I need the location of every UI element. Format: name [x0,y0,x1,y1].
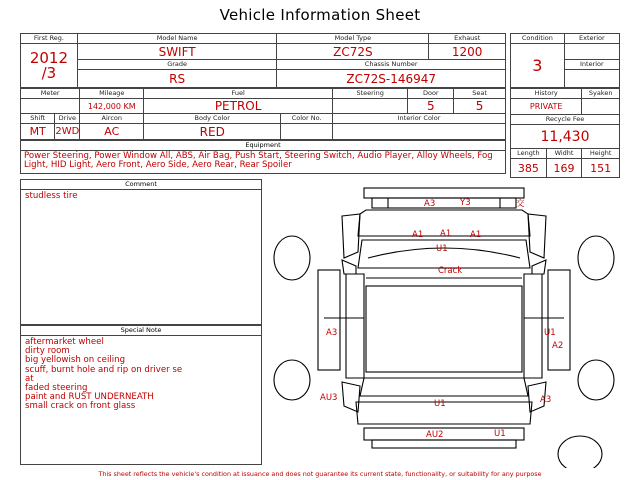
grade-value: RS [77,70,277,88]
mark-windshield-crack: Crack [438,266,463,276]
model-type-label: Model Type [277,34,429,44]
drive-label: Drive [55,114,80,124]
width-value: 169 [546,159,582,178]
aircon-value: AC [80,124,144,140]
comment-label: Comment [21,180,261,190]
meter-label: Meter [21,89,80,99]
height-value: 151 [582,159,620,178]
color-no-label: Color No. [281,114,333,124]
mark-rear-au2: AU2 [426,430,444,440]
shift-value: MT [21,124,55,140]
first-reg-label: First Reg. [21,34,78,44]
wheel-rear-right [578,360,614,400]
height-label: Height [582,149,620,159]
syaken-value [582,99,620,115]
equipment-label: Equipment [21,141,505,151]
page-title: Vehicle Information Sheet [219,6,421,24]
wheel-rear-left [274,360,310,400]
recycle-value: 11,430 [511,125,620,149]
comment-text: studless tire [25,191,78,201]
body-color-label: Body Color [144,114,281,124]
mark-top-y3: Y3 [460,198,471,208]
special-note-text: aftermarket wheel dirty room big yellowish on ceiling scuff, burnt hole and rip on driver se at faded steering paint and RUST UNDERNEATH small crack on front glass [25,337,183,412]
model-name-value: SWIFT [77,44,277,60]
wheel-front-right [578,236,614,280]
mark-hood-a1-right: A1 [470,230,482,240]
model-type-value: ZC72S [277,44,429,60]
mark-left-a3: A3 [326,328,338,338]
length-value: 385 [511,159,547,178]
equipment-value: Power Steering, Power Window All, ABS, Air Bag, Push Start, Steering Switch, Audio Player, Alloy Wheels, Fog Light, HID Light, Aero Front, Aero Side, Aero Rear, Rear Spoiler [24,151,493,171]
mark-top-a3: A3 [424,199,436,209]
mark-right-u1: U1 [544,328,556,338]
front-bumper-outline [364,188,524,198]
interior-value [564,70,619,88]
first-reg-value: 2012 /3 [21,44,78,88]
spare-wheel [558,436,602,468]
mileage-label: Mileage [80,89,144,99]
model-name-label: Model Name [77,34,277,44]
mark-rear-u1: U1 [494,429,506,439]
body-color-value: RED [144,124,281,140]
mark-hood-a1-left: A1 [412,230,424,240]
mark-right-a3: A3 [540,395,552,405]
meter-value [21,99,80,114]
drive-value: 2WD [55,124,80,140]
roof-outline [366,286,522,372]
fuel-value: PETROL [144,99,333,114]
mark-bottom-u1: U1 [434,399,446,409]
chassis-label: Chassis Number [277,60,506,70]
interior-color-value [333,124,506,140]
exhaust-label: Exhaust [429,34,506,44]
specs-table [20,88,506,140]
wheel-front-left [274,236,310,280]
exhaust-value: 1200 [429,44,506,60]
special-note-label: Special Note [21,326,261,336]
condition-value: 3 [511,44,565,88]
condition-table [510,33,620,88]
aircon-label: Aircon [80,114,144,124]
shift-label: Shift [21,114,55,124]
mark-right-a2: A2 [552,341,564,351]
length-label: Length [511,149,547,159]
mark-left-au3: AU3 [320,393,338,403]
exterior-label: Exterior [564,34,619,44]
interior-label: Interior [564,60,619,70]
mark-top-kanji: 交 [516,199,525,209]
color-no-value [281,124,333,140]
fuel-label: Fuel [144,89,333,99]
syaken-label: Syaken [582,89,620,99]
steering-value [333,99,408,114]
door-label: Door [408,89,454,99]
recycle-label: Recycle Fee [511,115,620,125]
special-note-box [20,325,262,465]
condition-label: Condition [511,34,565,44]
vehicle-damage-diagram [268,178,620,468]
comment-box [20,179,262,325]
mark-hood-a1-mid: A1 [440,229,452,239]
chassis-value: ZC72S-146947 [277,70,506,88]
interior-color-label: Interior Color [333,114,506,124]
disclaimer-footer: This sheet reflects the vehicle's condition at issuance and does not guarantee its current state, functionality, or suitability for any purpose [98,470,542,478]
mileage-value: 142,000 KM [80,99,144,114]
mark-hood-u1: U1 [436,244,448,254]
front-grille-outline [372,198,516,208]
door-value: 5 [408,99,454,114]
grade-label: Grade [77,60,277,70]
width-label: Widht [546,149,582,159]
history-label: History [511,89,582,99]
history-table [510,88,620,178]
exterior-value [564,44,619,60]
seat-label: Seat [454,89,506,99]
seat-value: 5 [454,99,506,114]
header-table [20,33,506,88]
steering-label: Steering [333,89,408,99]
equipment-box [20,140,506,174]
history-value: PRIVATE [511,99,582,115]
